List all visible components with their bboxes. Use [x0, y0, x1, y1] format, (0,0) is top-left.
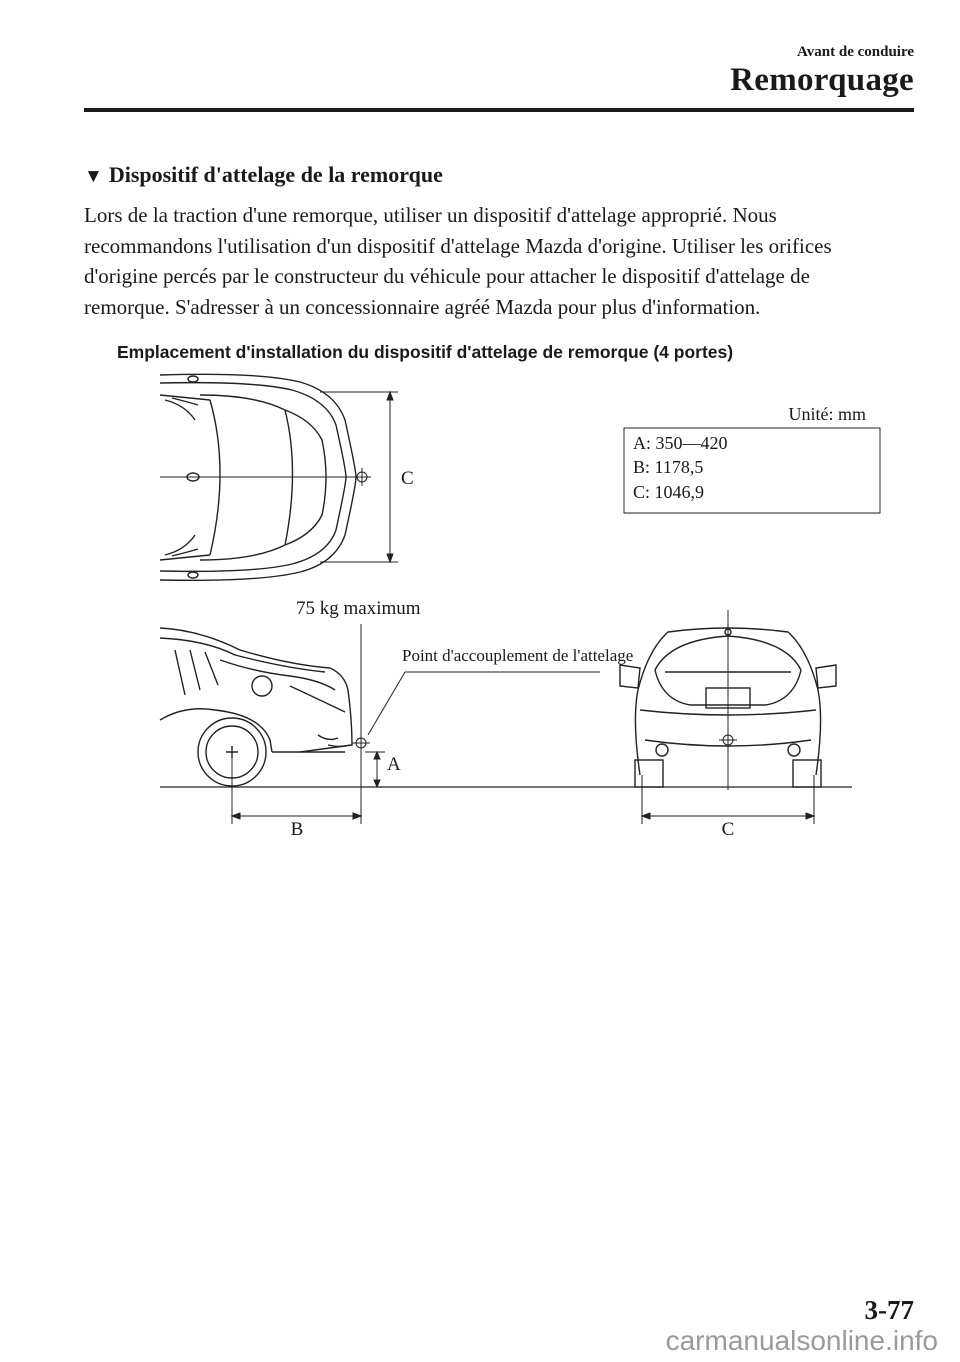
- watermark: carmanualsonline.info: [665, 1325, 938, 1356]
- page-number: 3-77: [864, 1295, 914, 1325]
- coupling-point-label: Point d'accouplement de l'attelage: [402, 646, 634, 665]
- dimension-a: A: 350—420: [633, 433, 728, 453]
- dimension-b: B: 1178,5: [633, 457, 704, 477]
- load-label: 75 kg maximum: [296, 598, 421, 619]
- label-c-rear: C: [721, 819, 735, 840]
- header-chapter-title: Remorquage: [730, 62, 914, 98]
- triangle-bullet-icon: ▼: [84, 166, 103, 187]
- unit-label: Unité: mm: [788, 404, 866, 424]
- header-section-title: Avant de conduire: [797, 44, 914, 60]
- dimension-c: C: 1046,9: [633, 482, 705, 502]
- top-view-centerline: [160, 468, 371, 486]
- section-title-text: Dispositif d'attelage de la remorque: [108, 162, 443, 187]
- dimension-a-side: [365, 752, 385, 787]
- side-view-car: [160, 628, 352, 786]
- section-body: Lors de la traction d'une remorque, utiliser un dispositif d'attelage approprié. Nous recommandons l'utilisation d'un dispositif d'attelage Mazda d'origine. Utiliser les orifices d'origine percés par le constructeur du véhicule pour attacher le dispositif d'attelage de remorque. S'adresser à un concessionnaire agréé Mazda pour plus d'information.: [84, 203, 832, 319]
- side-view-hitch-point: [352, 672, 600, 752]
- label-c-top: C: [401, 468, 414, 489]
- dimension-b-side: [232, 752, 361, 824]
- label-a: A: [387, 754, 401, 775]
- figure-caption: Emplacement d'installation du dispositif d'attelage de remorque (4 portes): [117, 342, 734, 362]
- label-b: B: [290, 819, 304, 840]
